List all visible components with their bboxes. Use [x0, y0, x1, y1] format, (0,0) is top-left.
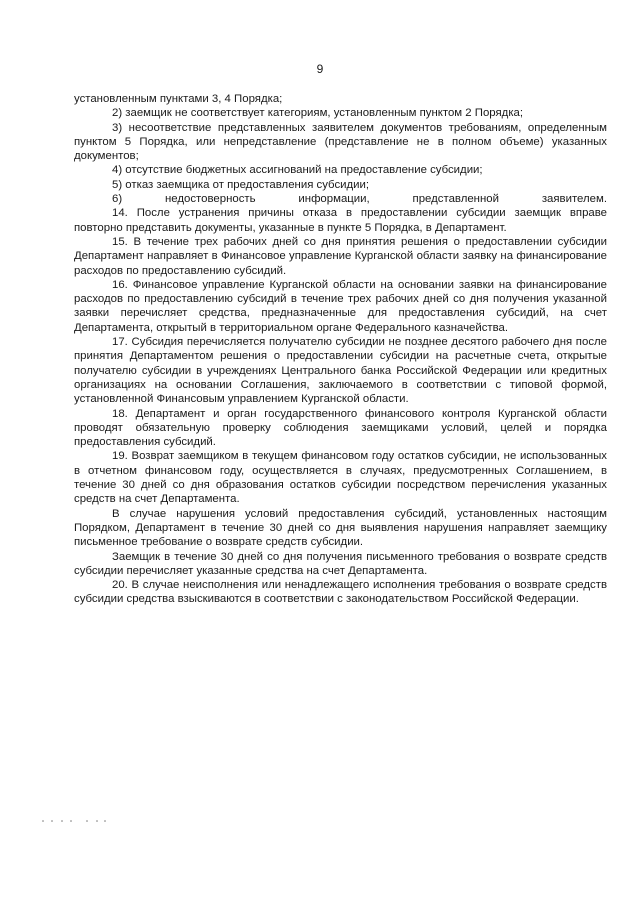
paragraph-reason-3: 3) несоответствие представленных заявителем документов требованиям, определенным пунктом 5 Порядка, или непредставление (представление не в полном объеме) указанных документов; — [74, 121, 607, 163]
paragraph-clause-19: 19. Возврат заемщиком в текущем финансовом году остатков субсидии, не использованных в отчетном финансовом году, осуществляется в случаях, предусмотренных Соглашением, в течение 30 дней со дня образования остатков субсидии посредством перечисления указанных средств на счет Департамента. — [74, 450, 607, 506]
paragraph-reason-5: 5) отказ заемщика от предоставления субсидии; — [112, 178, 370, 191]
paragraph-clause-20: 20. В случае неисполнения или ненадлежащего исполнения требования о возврате средств субсидии средства взыскиваются в соответствии с законодательством Российской Федерации. — [74, 579, 607, 606]
paragraph-violation: В случае нарушения условий предоставления субсидий, установленных настоящим Порядком, Департамент в течение 30 дней со дня выявления нарушения направляет заемщику письменное требование о возврате средств субсидии. — [74, 507, 607, 549]
paragraph-reason-6: 6) недостоверность информации, представленной заявителем. — [112, 193, 607, 206]
paragraph-clause-14: 14. После устранения причины отказа в предоставлении субсидии заемщик вправе повторно представить документы, указанные в пункте 5 Порядка, в Департамент. — [74, 207, 607, 234]
scan-artifact-dots — [42, 818, 112, 824]
paragraph-refund: Заемщик в течение 30 дней со дня получения письменного требования о возврате средств субсидии перечисляет указанные средства на счет Департамента. — [74, 550, 607, 577]
document-body — [74, 92, 607, 607]
page-number: 9 — [316, 62, 324, 76]
paragraph-clause-18: 18. Департамент и орган государственного финансового контроля Курганской области проводят обязательную проверку соблюдения заемщиками условий, целей и порядка предоставления субсидий. — [74, 407, 607, 449]
paragraph-clause-15: 15. В течение трех рабочих дней со дня принятия решения о предоставлении субсидии Департамент направляет в Финансовое управление Курганской области заявку на финансирование расходов по предоставлению субсидий. — [74, 235, 607, 277]
paragraph-reason-2: 2) заемщик не соответствует категориям, установленным пунктом 2 Порядка; — [112, 107, 524, 120]
paragraph-reason-4: 4) отсутствие бюджетных ассигнований на предоставление субсидии; — [112, 164, 483, 177]
paragraph-clause-17: 17. Субсидия перечисляется получателю субсидии не позднее десятого рабочего дня после принятия Департаментом решения о предоставлении субсидии на расчетные счета, открытые получателю субсидии в учреждениях Центрального банка Российской Федерации или кредитных организациях на основании Соглашения, заключаемого в соответствии с типовой формой, установленной Финансовым управлением Курганской области. — [74, 336, 607, 406]
paragraph-continuation: установленным пунктами 3, 4 Порядка; — [74, 93, 283, 105]
paragraph-clause-16: 16. Финансовое управление Курганской области на основании заявки на финансирование расходов по предоставлению субсидий в течение трех рабочих дней со дня получения указанной заявки перечисляет средства, предназначенные для предоставления субсидий, на счет Департамента, открытый в территориальном органе Федерального казначейства. — [74, 278, 607, 334]
